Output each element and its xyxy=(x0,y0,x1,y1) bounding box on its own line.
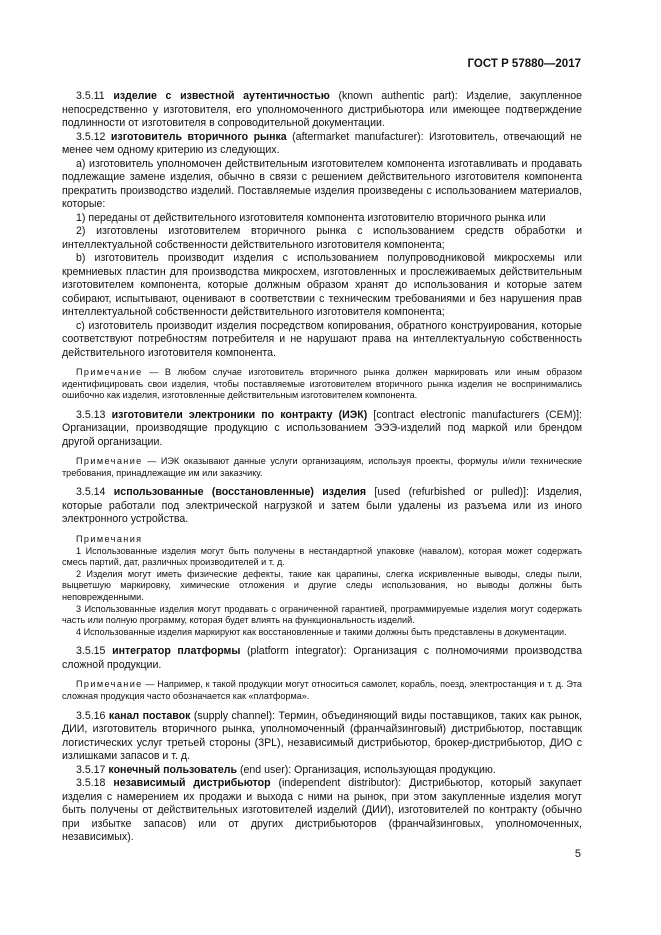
note-label: Примечание xyxy=(76,679,143,690)
term-title: независимый дистрибьютор xyxy=(113,777,271,789)
page-number: 5 xyxy=(574,848,581,860)
term-3-5-12 xyxy=(62,131,582,158)
term-definition: [used (refurbished or pulled)]: Изделия, которые работали под электрической нагрузкой и затем были удалены из разъема или из иного электронного устройства. xyxy=(62,486,582,526)
document-body xyxy=(62,90,582,845)
note-text: — В любом случае изготовитель вторичного рынка должен маркировать или иным образом идентифицировать свои изделия, чтобы поставляемые изготовителем вторичного рынка изделия не воспринимались ошибочно как изделия, изготовленные действительным изготовителем компонента. xyxy=(62,367,582,401)
term-3-5-16 xyxy=(62,710,582,764)
criterion-b: b) изготовитель производит изделия с использованием полупроводниковой микросхемы или кремниевых пластин для производства микросхем, изготовленных и прослеживаемых действительным изготовителем компонента, которые должным образом хранят до использования и которые затем собирают, испытывают, оценивают в соответствии с техническим требованиями и без нарушения прав интеллектуальной собственности действительного изготовителя компонента; xyxy=(62,252,582,318)
criterion-c: c) изготовитель производит изделия посредством копирования, обратного конструирования, которые соответствуют потребностям потребителя и не нарушают права на интеллектуальную собственность действительного изготовителя компонента. xyxy=(62,319,582,359)
note-item-1: 1 Использованные изделия могут быть получены в нестандартной упаковке (навалом), которая может содержать смесь партий, дат, различных производителей и т. д. xyxy=(62,545,582,568)
notes-label: Примечания xyxy=(76,533,143,544)
term-definition: (aftermarket manufacturer): Изготовитель, отвечающий не менее чем одному критерию из следующих. xyxy=(62,130,582,156)
note-item-4: 4 Использованные изделия маркируют как восстановленные и такими должны быть представлены в документации. xyxy=(76,626,567,637)
term-3-5-18 xyxy=(62,777,582,845)
term-definition: (platform integrator): Организация с полномочиями производства сложной продукции. xyxy=(62,645,582,671)
term-number: 3.5.17 xyxy=(76,763,106,776)
note-item-3: 3 Использованные изделия могут продавать с ограниченной гарантией, программируемые изделия могут содержать часть или полную программу, которая будет влиять на функциональность изделий. xyxy=(62,603,582,626)
term-title: изготовители электроники по контракту (ИЭК) xyxy=(111,408,368,421)
note-label: Примечание xyxy=(76,367,143,377)
term-number: 3.5.13 xyxy=(76,408,106,421)
term-number: 3.5.14 xyxy=(76,486,106,499)
term-3-5-11 xyxy=(62,90,582,131)
note-3-5-12 xyxy=(62,367,582,402)
note-3-5-15 xyxy=(62,679,582,702)
term-3-5-13 xyxy=(62,409,582,450)
term-3-5-14 xyxy=(62,486,582,527)
term-definition: (independent distributor): Дистрибьютор, который закупает изделия с намерением их продажи и выхода с ними на рынок, при этом закупленные изделия могут быть получены от действительных изготовителей изделий (ДИИ), изготовителей по контракту (обычно при избытке запасов) или от других дистрибьюторов (франчайзинговых, уполномоченных, независимых). xyxy=(62,777,582,843)
term-3-5-15 xyxy=(62,645,582,672)
note-text: — Например, к такой продукции могут относиться самолет, корабль, поезд, электростанция и т. д. Эта сложная продукция часто обозначается как «платформа». xyxy=(62,679,582,701)
note-item-2: 2 Изделия могут иметь физические дефекты, такие как царапины, слегка искривленные выводы, следы пыли, выцветшую маркировку, химические отложения и другие следы использования, но выводы должны быть неповрежденными. xyxy=(62,568,582,602)
criterion-a-2: 2) изготовлены изготовителем вторичного рынка с использованием средств обработки и интеллектуальной собственности действительного изготовителя компонента; xyxy=(62,225,582,251)
term-number: 3.5.11 xyxy=(76,90,105,102)
note-text: — ИЭК оказывают данные услуги организациям, используя проекты, формулы и/или технические требования, принадлежащие им или заказчику. xyxy=(62,456,582,478)
term-definition: (known authentic part): Изделие, закупленное непосредственно у изготовителя, его уполномоченного дистрибьютора или имеющее подтверждение подлинности от изготовителя в сопроводительной документации. xyxy=(62,90,583,129)
term-title: конечный пользователь xyxy=(108,763,238,776)
term-definition: [contract electronic manufacturers (CEM)]: Организации, производящие продукцию с использованием ЭЭЭ-изделий под маркой или брендом другой организации. xyxy=(62,408,582,448)
term-title: интегратор платформы xyxy=(112,645,241,658)
note-3-5-13 xyxy=(62,456,582,479)
note-label: Примечание xyxy=(76,456,143,467)
term-definition: (end user): Организация, использующая продукцию. xyxy=(237,763,496,776)
term-title: канал поставок xyxy=(108,709,191,722)
criterion-a: a) изготовитель уполномочен действительным изготовителем компонента изготавливать и продавать подлежащие замене изделия, обычно в связи с решением действительного изготовителя компонента прекратить производство изделий. Поставляемые изделия произведены с использованием материалов, которые: xyxy=(62,157,582,210)
term-title: изделие с известной аутентичностью xyxy=(113,90,330,102)
term-title: изготовитель вторичного рынка xyxy=(110,130,287,143)
term-number: 3.5.15 xyxy=(76,645,106,658)
term-3-5-17 xyxy=(62,764,582,778)
term-number: 3.5.12 xyxy=(76,130,106,143)
term-number: 3.5.16 xyxy=(76,709,106,722)
document-id-header: ГОСТ Р 57880—2017 xyxy=(467,58,581,70)
term-number: 3.5.18 xyxy=(76,777,106,789)
term-definition: (supply channel): Термин, объединяющий виды поставщиков, таких как рынок, ДИИ, изготовитель вторичного рынка, уполномоченный (франчайзинговый) дистрибьютор, поставщик логистических услуг третьей стороны (3PL), независимый дистрибьютор, брокер-дистрибьютор, ДИО с излишками запасов и т. д. xyxy=(62,709,582,762)
criterion-a-1: 1) переданы от действительного изготовителя компонента изготовителю вторичного рынка или xyxy=(76,211,546,224)
term-title: использованные (восстановленные) изделия xyxy=(113,486,367,499)
